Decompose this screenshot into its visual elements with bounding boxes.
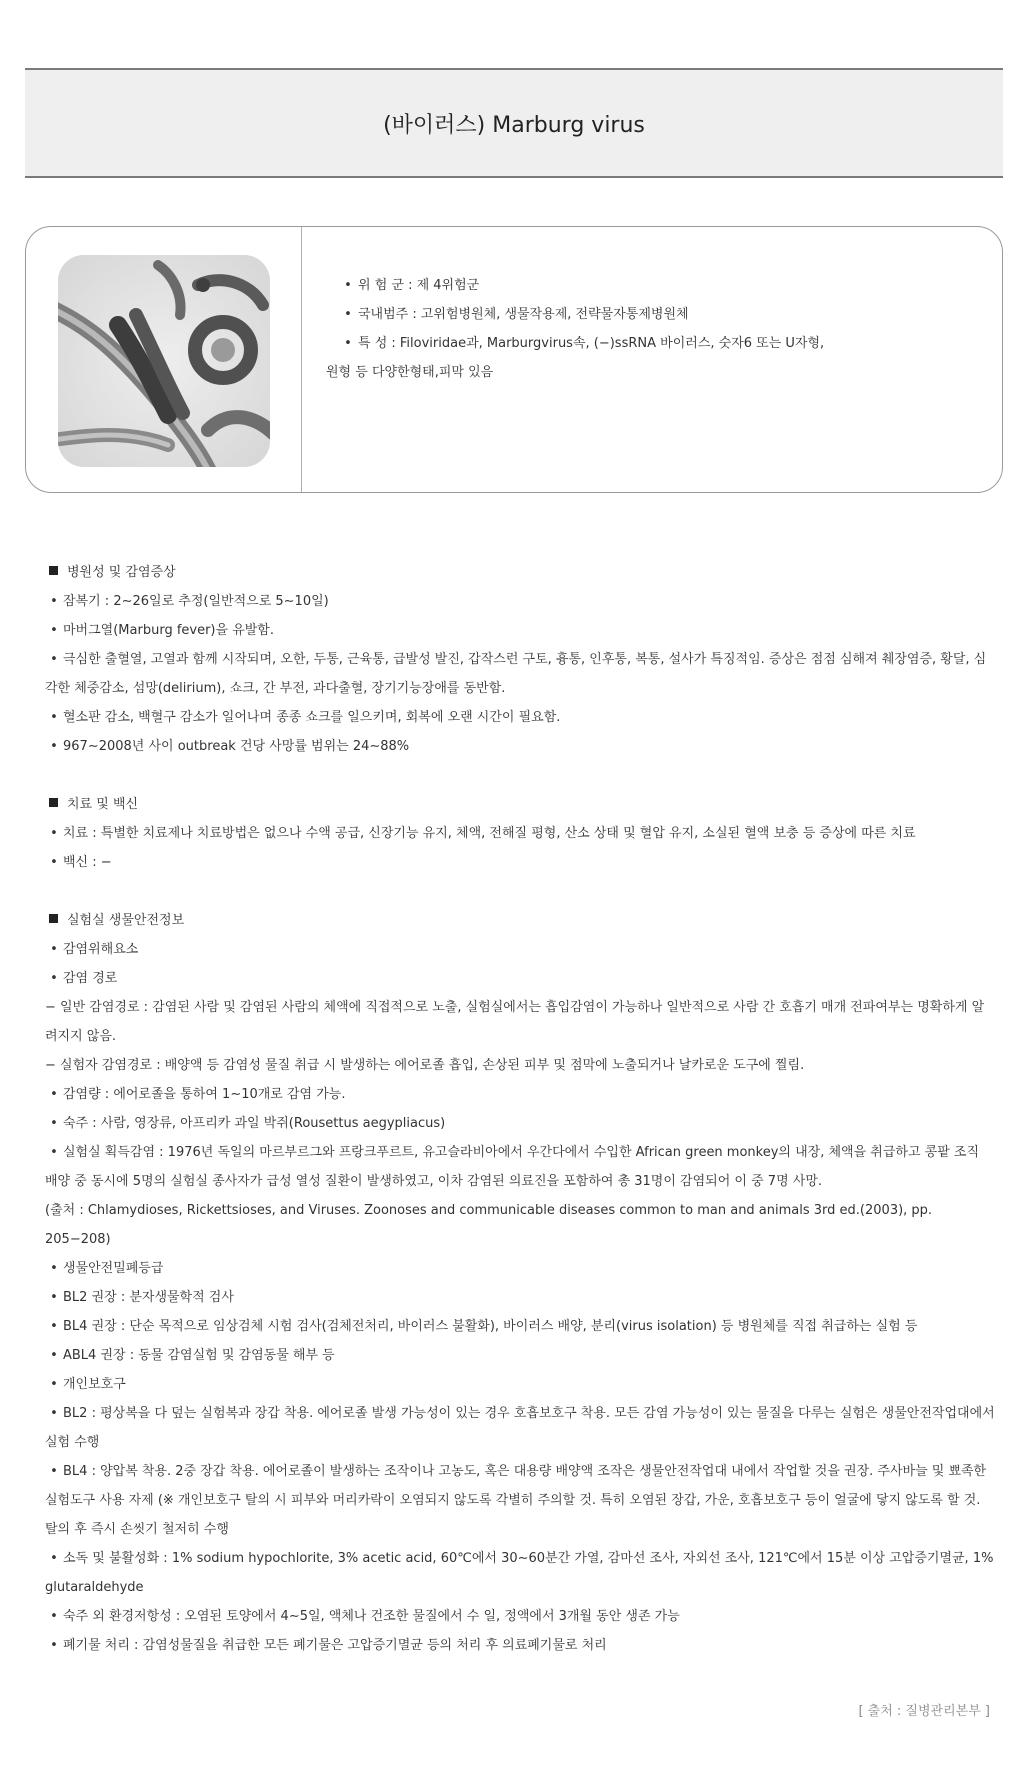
bullet: • — [50, 1290, 58, 1305]
section-heading: 병원성 및 감염증상 — [45, 558, 995, 587]
list-item: • 967∼2008년 사이 outbreak 건당 사망률 범위는 24∼88% — [45, 732, 995, 761]
bullet: • — [50, 1551, 58, 1566]
list-item: • BL4 : 양압복 착용. 2중 장갑 착용. 에어로졸이 발생하는 조작이나 고농도, 혹은 대용량 배양액 조작은 생물안전작업대 내에서 작업할 것을 권장. 주사바늘 및 뾰족한 실험도구 사용 자제 (※ 개인보호구 탈의 시 피부와 머리카락이 오염되지 않도록 각별히 주의할 것. 특히 오염된 장갑, 가운, 호흡보호구 등이 얼굴에 닿지 않도록 할 것. 탈의 후 즉시 손씻기 철저히 수행 — [45, 1457, 995, 1544]
bullet: • — [50, 971, 58, 986]
section-0 — [45, 558, 995, 761]
bullet: • — [50, 942, 58, 957]
info-divider — [301, 227, 302, 492]
bullet: • — [50, 1377, 58, 1392]
list-item: • 혈소판 감소, 백혈구 감소가 일어나며 종종 쇼크를 일으키며, 회복에 오랜 시간이 필요함. — [45, 703, 995, 732]
virus-micrograph — [58, 255, 270, 467]
text-line: (출처 : Chlamydioses, Rickettsioses, and Viruses. Zoonoses and communicable diseases common to man and animals 3rd ed.(2003), pp. 205−208) — [45, 1203, 933, 1247]
bullet: • — [50, 1319, 58, 1334]
list-item: • ABL4 권장 : 동물 감염실험 및 감염동물 해부 등 — [45, 1341, 995, 1370]
list-item: • 치료 : 특별한 치료제나 치료방법은 없으나 수액 공급, 신장기능 유지, 체액, 전해질 평형, 산소 상태 및 혈압 유지, 소실된 혈액 보충 등 증상에 따른 치료 — [45, 819, 995, 848]
bullet: • — [50, 594, 58, 609]
list-item: • 감염량 : 에어로졸을 통하여 1∼10개로 감염 가능. — [45, 1080, 995, 1109]
page-title: (바이러스) Marburg virus — [383, 112, 645, 138]
list-item: • 개인보호구 — [45, 1370, 995, 1399]
list-item: • 숙주 : 사람, 영장류, 아프리카 과일 박쥐(Rousettus aegypliacus) — [45, 1109, 995, 1138]
text-line: − 실험자 감염경로 : 배양액 등 감염성 물질 취급 시 발생하는 에어로졸 흡입, 손상된 피부 및 점막에 노출되거나 날카로운 도구에 찔림. — [45, 1058, 805, 1073]
section-1 — [45, 790, 995, 877]
square-bullet-icon — [49, 798, 58, 807]
bullet: • — [50, 652, 58, 667]
list-item: • 폐기물 처리 : 감염성물질을 취급한 모든 폐기물은 고압증기멸균 등의 처리 후 의료폐기물로 처리 — [45, 1631, 995, 1660]
bullet: • — [50, 1464, 58, 1479]
list-item: • 감염 경로 — [45, 964, 995, 993]
list-item: • 숙주 외 환경저항성 : 오염된 토양에서 4∼5일, 액체나 건조한 물질에서 수 일, 정액에서 3개월 동안 생존 가능 — [45, 1602, 995, 1631]
list-item: • BL2 : 평상복을 다 덮는 실험복과 장갑 착용. 에어로졸 발생 가능성이 있는 경우 호흡보호구 착용. 모든 감염 가능성이 있는 물질을 다루는 실험은 생물안전작업대에서 실험 수행 — [45, 1399, 995, 1457]
list-item: • 실험실 획득감염 : 1976년 독일의 마르부르그와 프랑크푸르트, 유고슬라비아에서 우간다에서 수입한 African green monkey의 내장, 체액을 취급하고 콩팥 조직 배양 중 동시에 5명의 실험실 종사자가 급성 열성 질환이 발생하였고, 이차 감염된 의료진을 포함하여 총 31명이 감염되어 이 중 7명 사망. — [45, 1138, 995, 1196]
bullet: • — [50, 1638, 58, 1653]
list-item: • BL2 권장 : 분자생물학적 검사 — [45, 1283, 995, 1312]
bullet: • — [50, 623, 58, 638]
list-item: • 극심한 출혈열, 고열과 함께 시작되며, 오한, 두통, 근육통, 급발성 발진, 갑작스런 구토, 흉통, 인후통, 복통, 설사가 특징적임. 증상은 점점 심해져 췌장염증, 황달, 심각한 체중감소, 섬망(delirium), 쇼크, 간 부전, 과다출혈, 장기기능장애를 동반함. — [45, 645, 995, 703]
bullet: • — [50, 826, 58, 841]
bullet: • — [50, 1261, 58, 1276]
list-item: • 백신 : − — [45, 848, 995, 877]
source-credit: [ 출처 : 질병관리본부 ] — [858, 1704, 990, 1719]
bullet: • — [50, 1116, 58, 1131]
bullet: • — [50, 710, 58, 725]
list-item: • 잠복기 : 2∼26일로 추정(일반적으로 5∼10일) — [45, 587, 995, 616]
bullet: • — [50, 855, 58, 870]
info-box — [25, 226, 1003, 493]
info-row-domestic-category: • 국내범주 : 고위험병원체, 생물작용제, 전략물자통제병원체 — [338, 300, 978, 329]
bullet: • — [50, 1406, 58, 1421]
sections — [45, 558, 995, 1660]
section-2 — [45, 906, 995, 1660]
square-bullet-icon — [49, 566, 58, 575]
bullet: • — [50, 739, 58, 754]
bullet: • — [344, 278, 352, 293]
title-bar — [25, 68, 1003, 178]
list-item: • 감염위해요소 — [45, 935, 995, 964]
bullet: • — [344, 336, 352, 351]
section-heading: 치료 및 백신 — [45, 790, 995, 819]
info-row-risk-group: • 위 험 군 : 제 4위험군 — [338, 271, 978, 300]
virus-micrograph-image — [58, 255, 270, 467]
list-item: • 생물안전밀폐등급 — [45, 1254, 995, 1283]
list-item: • BL4 권장 : 단순 목적으로 임상검체 시험 검사(검체전처리, 바이러스 불활화), 바이러스 배양, 분리(virus isolation) 등 병원체를 직접 취급하는 실험 등 — [45, 1312, 995, 1341]
bullet: • — [50, 1609, 58, 1624]
info-row-characteristics-cont: 원형 등 다양한형태,피막 있음 — [326, 365, 494, 380]
info-list — [326, 271, 978, 387]
bullet: • — [50, 1087, 58, 1102]
list-item: • 마버그열(Marburg fever)을 유발함. — [45, 616, 995, 645]
main-content — [45, 558, 995, 1689]
info-row-characteristics: • 특 성 : Filoviridae과, Marburgvirus속, (−)ssRNA 바이러스, 숫자6 또는 U자형, — [338, 329, 978, 358]
bullet: • — [344, 307, 352, 322]
bullet: • — [50, 1145, 58, 1160]
section-heading: 실험실 생물안전정보 — [45, 906, 995, 935]
square-bullet-icon — [49, 914, 58, 923]
text-line: − 일반 감염경로 : 감염된 사람 및 감염된 사람의 체액에 직접적으로 노출, 실험실에서는 흡입감염이 가능하나 일반적으로 사람 간 호흡기 매개 전파여부는 명확하게 알려지지 않음. — [45, 1000, 985, 1044]
bullet: • — [50, 1348, 58, 1363]
list-item: • 소독 및 불활성화 : 1% sodium hypochlorite, 3% acetic acid, 60℃에서 30∼60분간 가열, 감마선 조사, 자외선 조사, 121℃에서 15분 이상 고압증기멸균, 1% glutaraldehyde — [45, 1544, 995, 1602]
